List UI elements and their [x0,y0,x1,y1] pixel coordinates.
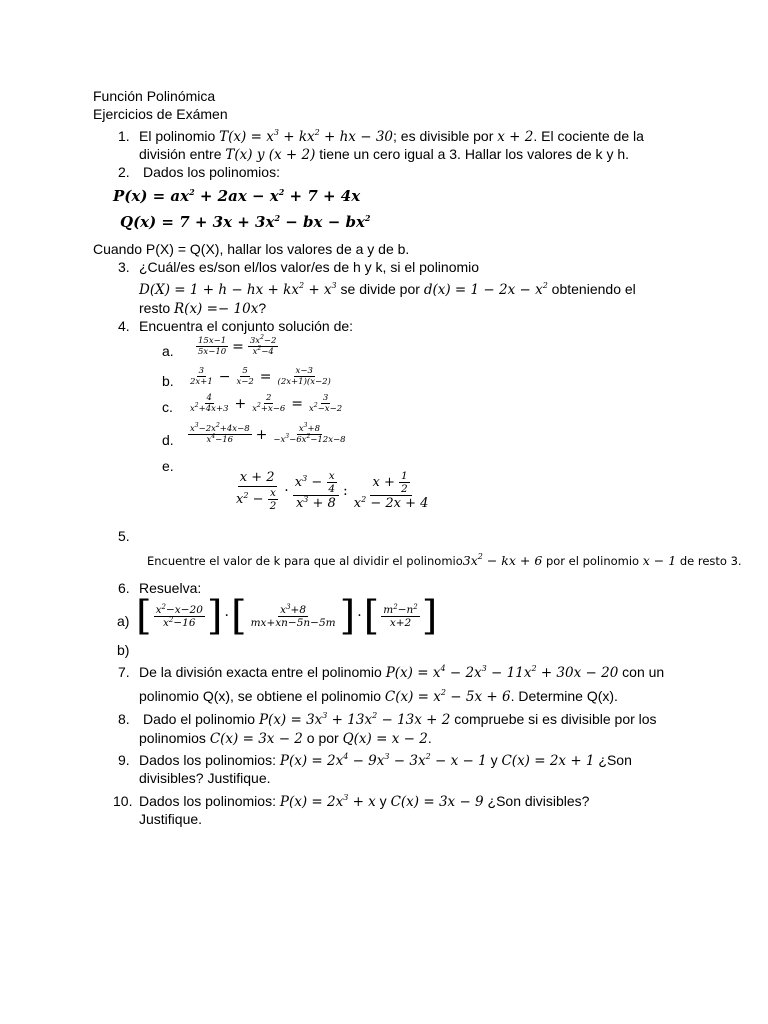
ex7-formula-p: $P(x) = x^4 - 2x^3 - 11x^2 + 30x - 20$ [385,664,619,681]
ex3-formula-d: D(X) = 1 + h − hx + $kx^2 + x^3$ [139,281,337,298]
ex10-text-b: y [375,793,391,809]
document-title: Función Polinómica [93,88,216,104]
ex7-number: 7. [118,664,130,680]
ex9-text-b: y [486,752,502,768]
ex3-number: 3. [118,259,130,275]
ex9-formula-c: C(x) = 2x + 1 [501,753,595,769]
ex7-text-d: . Determine Q(x). [510,688,618,704]
ex7-text-c: polinomio Q(x), se obtiene el polinomio [139,688,385,704]
ex3-text-a: ¿Cuál/es es/son el/los valor/es de h y k, si el polinomio [139,259,480,275]
ex8-formula-q: Q(x) = x − 2 [342,731,428,747]
ex9-text-c: ¿Son [594,752,632,768]
ex3-text-e: ? [258,300,267,316]
ex5-line [147,551,742,571]
ex1-text-c: . El cociente de la [533,128,644,144]
ex2-after-text: Cuando P(X) = Q(X), hallar los valores de a y de b. [93,241,410,257]
ex9-number: 9. [118,752,130,768]
ex7-text-a: De la división exacta entre el polinomio [139,664,386,680]
ex2-text: Dados los polinomios: [143,164,280,180]
ex10-text-d: Justifique. [139,811,203,827]
ex9-text-a: Dados los polinomios: [139,752,280,768]
ex1-number: 1. [118,128,130,144]
ex1-text-d: división entre [139,146,226,162]
ex8-formula-c: C(x) = 3x − 2 [209,731,303,747]
ex8-text-e: . [427,730,432,746]
ex9-text-d: divisibles? Justifique. [139,770,271,786]
ex4-label-e: e. [162,458,174,474]
ex5-text-a: Encuentre el valor de k para que al dividir el polinomio [147,554,463,568]
ex10-formula-p: $P(x) = 2x^3 + x$ [279,793,376,810]
ex7-formula-c: $C(x) = x^2 - 5x + 6$ [384,688,511,705]
ex8-line2 [139,728,432,749]
ex4-equation-a: $\frac{15x-1}{5x-10}$ = $\frac{3x^2-2}{x^2-4}$ [198,334,277,357]
ex1-divisor: x + 2 [497,129,534,145]
ex8-text-c: polinomios [139,730,210,746]
ex7-text-b: con un [618,664,665,680]
ex1-text-a: El polinomio [139,128,220,144]
ex1-formula-t: $T(x) = x^3 + kx^2$ + hx − 30 [219,128,393,145]
ex10-line1 [139,791,589,812]
ex8-text-a: Dado el polinomio [143,711,259,727]
ex3-line2 [139,279,636,300]
ex9-formula-p: $P(x) = 2x^4 - 9x^3 - 3x^2 - x - 1$ [279,752,487,769]
ex5-formula-divisor: x − 1 [642,553,677,568]
ex4-equation-d: $\frac{x^3-2x^2+4x-8}{x^4-16}$ + $\frac{x^3+8}{-x^3-6x^2-12x-8}$ [190,422,346,445]
ex7-line2 [139,686,618,707]
ex5-text-b: por el polinomio [542,554,643,568]
ex6-label-a: a) [117,613,130,629]
ex7-line1 [139,662,664,683]
ex4-label-b: b. [162,373,174,389]
ex2-number: 2. [118,164,130,180]
ex6-text: Resuelva: [139,580,202,596]
ex10-formula-c: C(x) = 3x − 9 [390,794,484,810]
ex5-text-c: de resto 3. [676,554,742,568]
ex1-text-b: ; es divisible por [393,128,498,144]
ex6-number: 6. [118,580,130,596]
ex3-formula-divisor: $d(x) = 1 - 2x - x^2$ [423,281,548,298]
ex1-text-e: tiene un cero igual a 3. Hallar los valores de k y h. [315,146,630,162]
ex4-equation-c: $\frac{4}{x^2+4x+3}$ + $\frac{2}{x^2+x-6}$ = $\frac{3}{x^2-x-2}$ [190,393,343,414]
ex6-expression-a: [ $\frac{x^2-x-20}{x^2-16}$ ] ·[ $\frac{x^3+8}{mx+xn-5n-5m}$ ] ·[ $\frac{m^2-n^2}{x+2}$ ] [136,593,438,639]
ex10-text-a: Dados los polinomios: [139,793,280,809]
ex6-label-b: b) [117,642,130,658]
document-subtitle: Ejercicios de Exámen [93,106,228,122]
ex10-number: 10. [113,793,133,809]
ex4-label-a: a. [162,343,174,359]
ex8-line1 [143,709,657,730]
ex3-formula-r: R(x) =− 10x [174,301,259,317]
ex1-formula-div: T(x) y (x + 2) [225,147,316,163]
ex5-formula-poly: $3x^2$ − kx + 6 [462,552,543,568]
ex8-number: 8. [118,711,130,727]
ex2-polynomial-p: $P(x) = ax^2 + 2ax - x^2 + 7 + 4x$ [113,187,361,205]
ex4-equation-b: $\frac{3}{2x+1}$ − $\frac{5}{x-2}$ = $\frac{x-3}{(2x+1)(x-2)}$ [190,366,331,387]
ex4-equation-e: x + 2 $x^2$ − $\frac{x}{2}$ · $x^3$ − $\frac{x}{4}$ $x^3 + 8$ : x + $\frac{1}{2}$ $x^2 - 2x + 4$ [236,470,429,512]
ex5-number: 5. [118,528,130,544]
ex2-polynomial-q: $Q(x) = 7 + 3x + 3x^2$ − bx − $bx^2$ [120,213,371,231]
ex8-formula-p: $P(x) = 3x^3 + 13x^2 - 13x + 2$ [258,711,451,728]
ex4-label-d: d. [162,432,174,448]
ex3-text-c: obteniendo el [547,281,636,297]
ex8-text-b: compruebe si es divisible por los [450,711,657,727]
ex4-number: 4. [118,318,130,334]
ex3-text-d: resto [139,300,175,316]
ex8-text-d: o por [302,730,343,746]
ex10-text-c: ¿Son divisibles? [483,793,590,809]
ex4-text: Encuentra el conjunto solución de: [139,318,354,334]
ex3-text-b: se divide por [336,281,424,297]
ex4-label-c: c. [162,399,173,415]
